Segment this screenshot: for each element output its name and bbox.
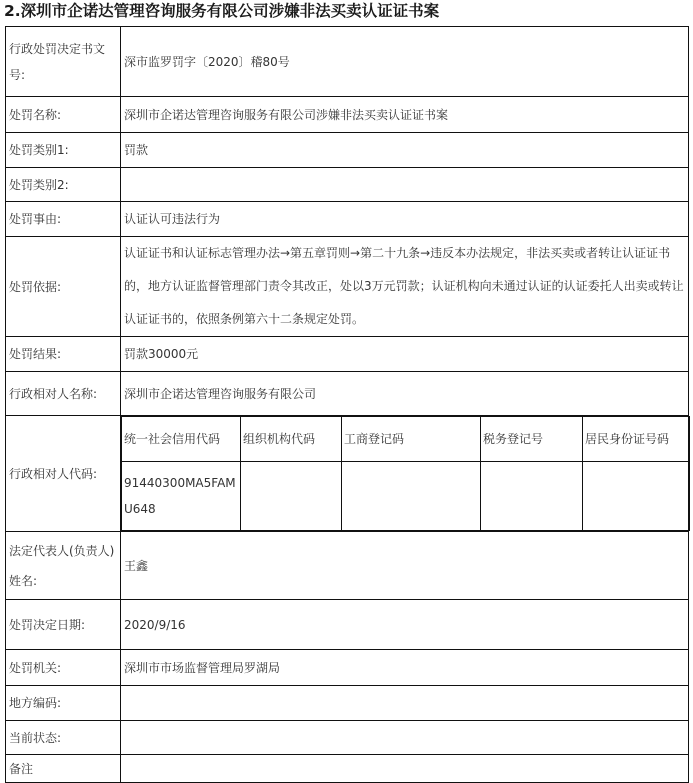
value-tax-reg bbox=[481, 462, 583, 531]
row-authority bbox=[6, 650, 689, 686]
decision-date-label: 处罚决定日期: bbox=[6, 600, 121, 650]
header-business-reg: 工商登记码 bbox=[342, 417, 481, 462]
party-name-label: 行政相对人名称: bbox=[6, 372, 121, 416]
category2-label: 处罚类别2: bbox=[6, 168, 121, 202]
result-label: 处罚结果: bbox=[6, 337, 121, 372]
status-value bbox=[121, 721, 689, 755]
remarks-label: 备注 bbox=[6, 755, 121, 783]
authority-value: 深圳市市场监督管理局罗湖局 bbox=[121, 650, 689, 686]
row-result bbox=[6, 337, 689, 372]
result-value: 罚款30000元 bbox=[121, 337, 689, 372]
row-decision-no bbox=[6, 27, 689, 97]
matter-value: 认证认可违法行为 bbox=[121, 202, 689, 237]
row-category1 bbox=[6, 133, 689, 168]
category1-value: 罚款 bbox=[121, 133, 689, 168]
local-code-value bbox=[121, 686, 689, 721]
row-party-code bbox=[6, 416, 689, 532]
row-category2 bbox=[6, 168, 689, 202]
category2-value bbox=[121, 168, 689, 202]
status-label: 当前状态: bbox=[6, 721, 121, 755]
row-remarks bbox=[6, 755, 689, 783]
legal-rep-value: 王鑫 bbox=[121, 532, 689, 600]
basis-value: 认证证书和认证标志管理办法→第五章罚则→第二十九条→违反本办法规定，非法买卖或者转让认证证书的，地方认证监督管理部门责令其改正，处以3万元罚款；认证机构向未通过认证的认证委托人出卖或转让认证证书的，依照条例第六十二条规定处罚。 bbox=[121, 237, 689, 337]
row-matter bbox=[6, 202, 689, 237]
header-tax-reg: 税务登记号 bbox=[481, 417, 583, 462]
value-org-code bbox=[241, 462, 342, 531]
row-basis bbox=[6, 237, 689, 337]
decision-no-label: 行政处罚决定书文号: bbox=[6, 27, 121, 97]
category1-label: 处罚类别1: bbox=[6, 133, 121, 168]
legal-rep-label: 法定代表人(负责人)姓名: bbox=[6, 532, 121, 600]
code-header-row bbox=[122, 417, 690, 462]
page-title: 2.深圳市企诺达管理咨询服务有限公司涉嫌非法买卖认证证书案 bbox=[4, 2, 440, 20]
code-value-row bbox=[122, 462, 690, 531]
header-credit-code: 统一社会信用代码 bbox=[122, 417, 241, 462]
row-status bbox=[6, 721, 689, 755]
case-name-value: 深圳市企诺达管理咨询服务有限公司涉嫌非法买卖认证证书案 bbox=[121, 97, 689, 133]
row-decision-date bbox=[6, 600, 689, 650]
penalty-info-table bbox=[5, 26, 689, 783]
value-id-number bbox=[583, 462, 690, 531]
value-credit-code: 91440300MA5FAMU648 bbox=[122, 462, 241, 531]
row-local-code bbox=[6, 686, 689, 721]
matter-label: 处罚事由: bbox=[6, 202, 121, 237]
header-id-number: 居民身份证号码 bbox=[583, 417, 690, 462]
party-code-label: 行政相对人代码: bbox=[6, 416, 121, 532]
party-code-cell bbox=[121, 416, 689, 532]
case-name-label: 处罚名称: bbox=[6, 97, 121, 133]
party-code-table bbox=[121, 416, 690, 531]
row-party-name bbox=[6, 372, 689, 416]
remarks-value bbox=[121, 755, 689, 783]
row-case-name bbox=[6, 97, 689, 133]
value-business-reg bbox=[342, 462, 481, 531]
header-org-code: 组织机构代码 bbox=[241, 417, 342, 462]
basis-label: 处罚依据: bbox=[6, 237, 121, 337]
local-code-label: 地方编码: bbox=[6, 686, 121, 721]
authority-label: 处罚机关: bbox=[6, 650, 121, 686]
party-name-value: 深圳市企诺达管理咨询服务有限公司 bbox=[121, 372, 689, 416]
row-legal-rep bbox=[6, 532, 689, 600]
decision-no-value: 深市监罗罚字〔2020〕稽80号 bbox=[121, 27, 689, 97]
decision-date-value: 2020/9/16 bbox=[121, 600, 689, 650]
